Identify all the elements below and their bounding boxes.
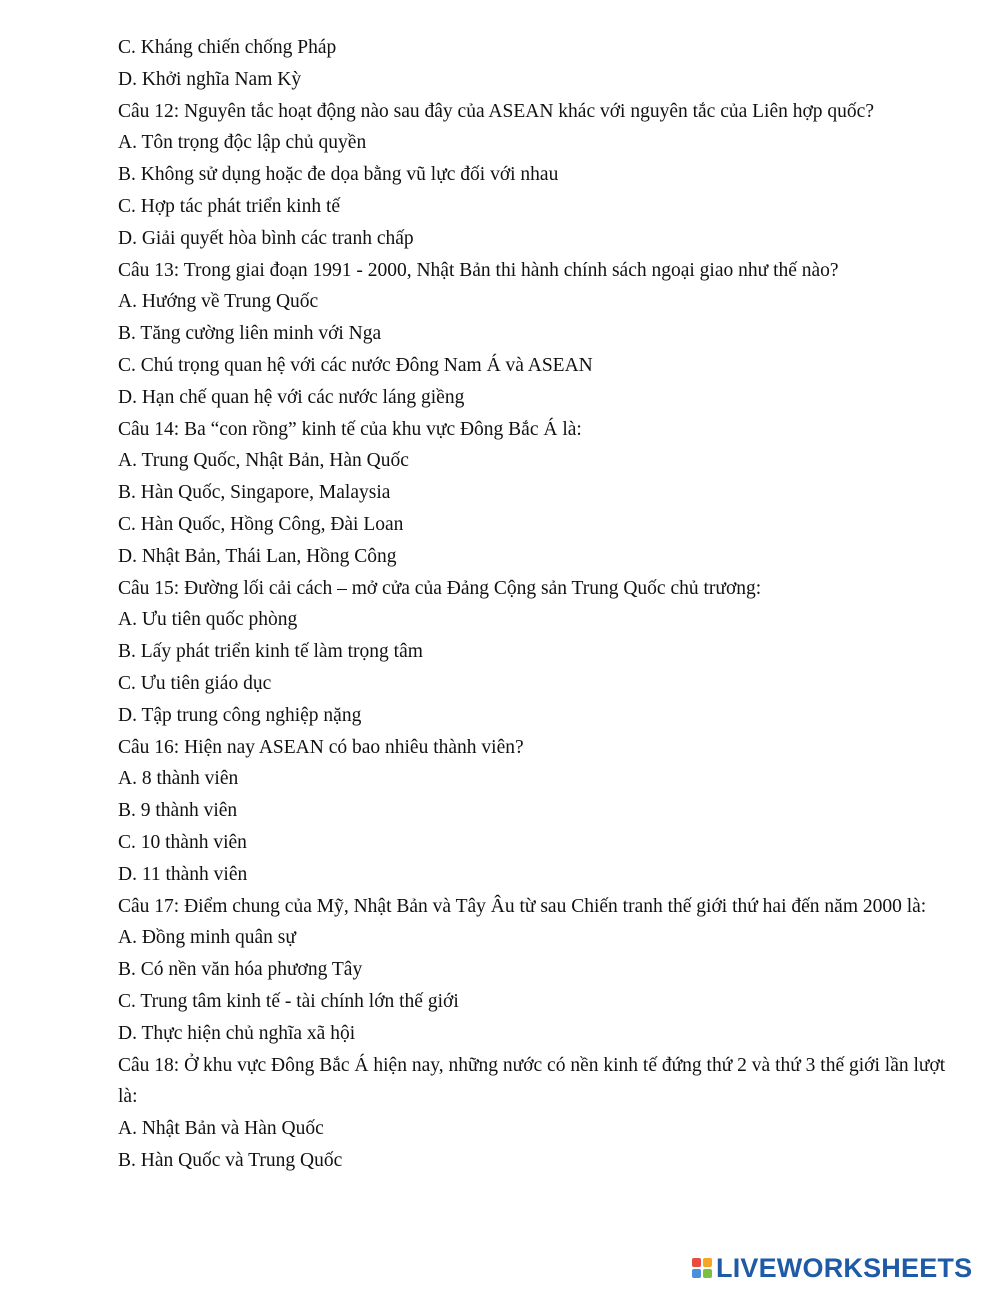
question-text: Câu 15: Đường lối cải cách – mở cửa của Đảng Cộng sản Trung Quốc chủ trương:	[118, 577, 762, 599]
question-text: Câu 13: Trong giai đoạn 1991 - 2000, Nhật Bản thi hành chính sách ngoại giao như thế nào?	[118, 259, 839, 281]
question-text: Câu 12: Nguyên tắc hoạt động nào sau đây của ASEAN khác với nguyên tắc của Liên hợp quốc?	[118, 100, 874, 122]
answer-option: B. 9 thành viên	[118, 800, 238, 822]
answer-option: B. Tăng cường liên minh với Nga	[118, 323, 382, 345]
answer-option: C. Trung tâm kinh tế - tài chính lớn thế giới	[118, 990, 459, 1012]
answer-option: A. Trung Quốc, Nhật Bản, Hàn Quốc	[118, 450, 409, 472]
answer-option: C. Hợp tác phát triển kinh tế	[118, 195, 341, 217]
question-text: Câu 14: Ba “con rồng” kinh tế của khu vực Đông Bắc Á là:	[118, 418, 582, 440]
answer-option: B. Hàn Quốc và Trung Quốc	[118, 1149, 343, 1171]
liveworksheets-logo-icon	[692, 1258, 712, 1278]
logo-square-blue	[692, 1269, 701, 1278]
logo-square-green	[703, 1269, 712, 1278]
worksheet-content	[118, 32, 958, 1177]
answer-option: A. Ưu tiên quốc phòng	[118, 609, 298, 631]
logo-square-orange	[703, 1258, 712, 1267]
answer-option: C. Ưu tiên giáo dục	[118, 672, 272, 694]
answer-option: D. Tập trung công nghiệp nặng	[118, 704, 362, 726]
answer-option: B. Hàn Quốc, Singapore, Malaysia	[118, 482, 391, 504]
answer-option: D. Khởi nghĩa Nam Kỳ	[118, 68, 302, 90]
liveworksheets-logo	[692, 1251, 972, 1285]
answer-option: B. Có nền văn hóa phương Tây	[118, 959, 363, 981]
question-text: Câu 16: Hiện nay ASEAN có bao nhiêu thành viên?	[118, 736, 524, 758]
question-text: Câu 17: Điểm chung của Mỹ, Nhật Bản và Tây Âu từ sau Chiến tranh thế giới thứ hai đến năm 2000 là:	[118, 895, 927, 917]
answer-option: A. Nhật Bản và Hàn Quốc	[118, 1118, 324, 1140]
answer-option: A. Đồng minh quân sự	[118, 927, 296, 949]
answer-option: B. Không sử dụng hoặc đe dọa bằng vũ lực đối với nhau	[118, 164, 559, 186]
answer-option: C. Kháng chiến chống Pháp	[118, 37, 337, 58]
answer-option: C. Chú trọng quan hệ với các nước Đông Nam Á và ASEAN	[118, 354, 593, 376]
answer-option: D. Nhật Bản, Thái Lan, Hồng Công	[118, 545, 397, 567]
answer-option: D. Thực hiện chủ nghĩa xã hội	[118, 1022, 356, 1044]
answer-option: C. Hàn Quốc, Hồng Công, Đài Loan	[118, 513, 404, 535]
logo-text: LIVEWORKSHEETS	[716, 1252, 973, 1283]
answer-option: D. Giải quyết hòa bình các tranh chấp	[118, 227, 414, 249]
answer-option: A. 8 thành viên	[118, 768, 239, 790]
answer-option: D. 11 thành viên	[118, 863, 248, 885]
answer-option: D. Hạn chế quan hệ với các nước láng giềng	[118, 386, 465, 408]
question-text: Câu 18: Ở khu vực Đông Bắc Á hiện nay, những nước có nền kinh tế đứng thứ 2 và thứ 3 thế giới lần lượt là:	[118, 1054, 946, 1108]
logo-square-red	[692, 1258, 701, 1267]
answer-option: C. 10 thành viên	[118, 831, 247, 853]
answer-option: A. Hướng về Trung Quốc	[118, 291, 319, 313]
answer-option: B. Lấy phát triển kinh tế làm trọng tâm	[118, 641, 423, 663]
answer-option: A. Tôn trọng độc lập chủ quyền	[118, 132, 367, 154]
